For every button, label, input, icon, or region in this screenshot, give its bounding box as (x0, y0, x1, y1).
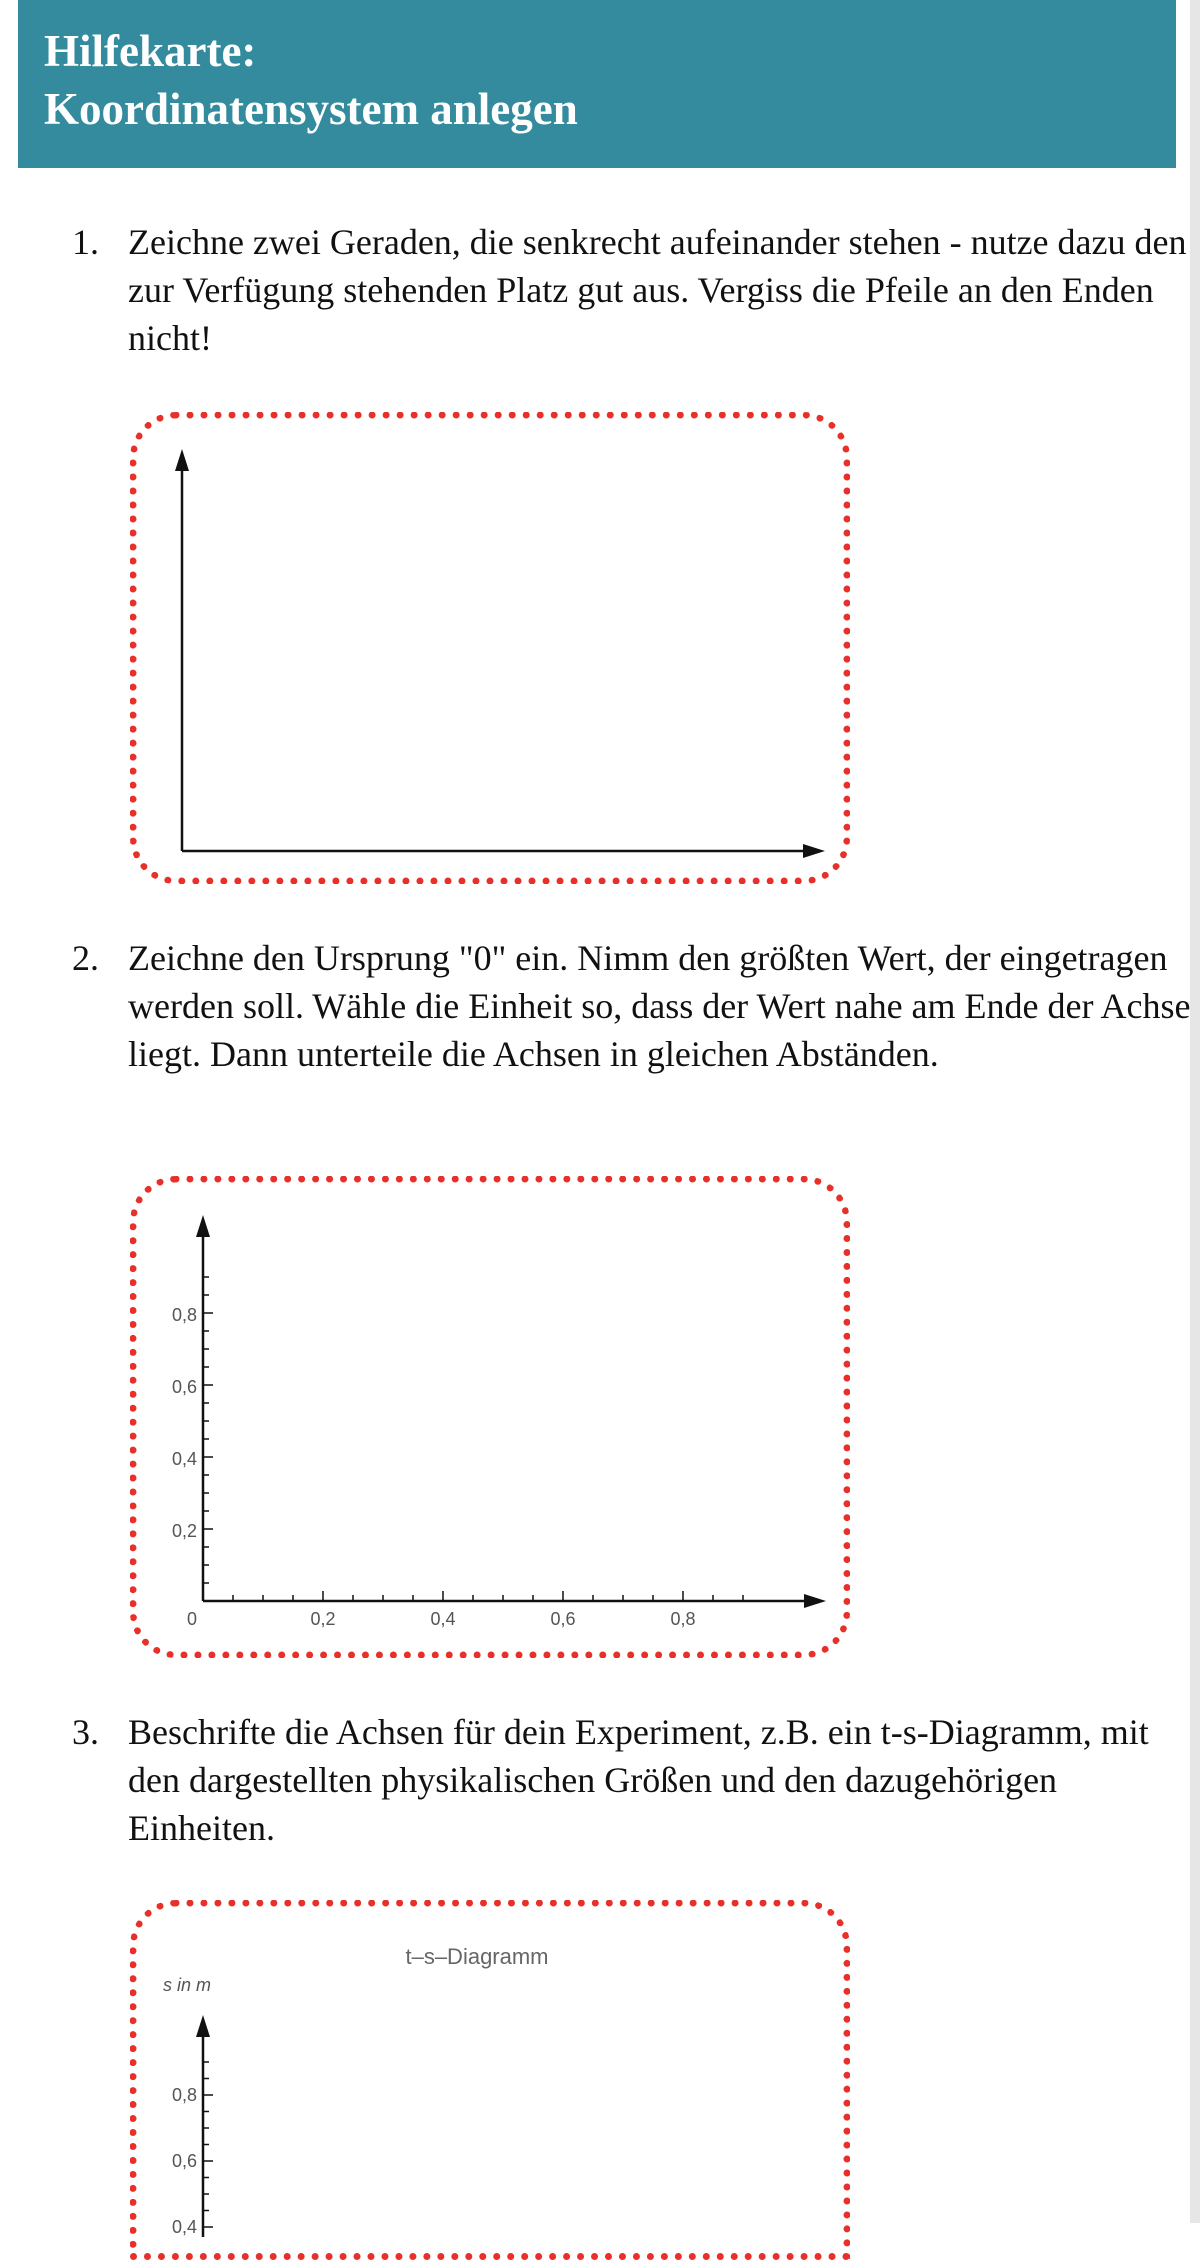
step-number: 2. (72, 938, 99, 978)
x-tick-label: 0,6 (550, 1609, 576, 1629)
diagram-1-axes (137, 419, 843, 877)
y-axis-arrow-icon (196, 2015, 210, 2037)
diagram-2-box (130, 1176, 850, 1658)
y-tick-label: 0,8 (171, 2085, 197, 2105)
step-number: 1. (72, 222, 99, 262)
diagram-3-axes (137, 1907, 843, 2237)
y-tick-label: 0,4 (171, 1449, 197, 1469)
y-axis-label: s in m (163, 1975, 212, 1995)
x-axis-arrow-icon (803, 844, 825, 858)
diagram-1-box (130, 412, 850, 884)
origin-label: 0 (187, 1609, 198, 1629)
header-title-line1: Hilfekarte: (44, 26, 257, 76)
y-tick-label: 0,8 (171, 1305, 197, 1325)
x-tick-label: 0,4 (430, 1609, 456, 1629)
y-axis-arrow-icon (196, 1215, 210, 1237)
diagram-3-box (130, 1900, 850, 2260)
x-axis-arrow-icon (804, 1594, 826, 1608)
y-tick-label: 0,4 (171, 2217, 197, 2237)
step-text: Beschrifte die Achsen für dein Experiment, z.B. ein t-s-Diagramm, mit den dargestellten physikalischen Größen und den dazugehörigen Einheiten. (128, 1712, 1149, 1848)
y-axis-arrow-icon (175, 449, 189, 471)
diagram-title: t–s–Diagramm (405, 1944, 549, 1969)
header-title-line2: Koordinatensystem anlegen (44, 84, 578, 134)
step-number: 3. (72, 1712, 99, 1752)
x-tick-label: 0,8 (670, 1609, 696, 1629)
step-text: Zeichne den Ursprung "0" ein. Nimm den größten Wert, der eingetragen werden soll. Wähle die Einheit so, dass der Wert nahe am Ende der Achse liegt. Dann unterteile die Achsen in gleichen Abständen. (128, 938, 1191, 1074)
y-tick-label: 0,6 (171, 2151, 197, 2171)
x-tick-label: 0,2 (310, 1609, 336, 1629)
diagram-2-axes (137, 1183, 843, 1651)
help-card-header (18, 0, 1176, 168)
y-tick-label: 0,2 (171, 1521, 197, 1541)
y-tick-label: 0,6 (171, 1377, 197, 1397)
step-text: Zeichne zwei Geraden, die senkrecht aufeinander stehen - nutze dazu den zur Verfügung stehenden Platz gut aus. Vergiss die Pfeile an den Enden nicht! (128, 222, 1187, 358)
